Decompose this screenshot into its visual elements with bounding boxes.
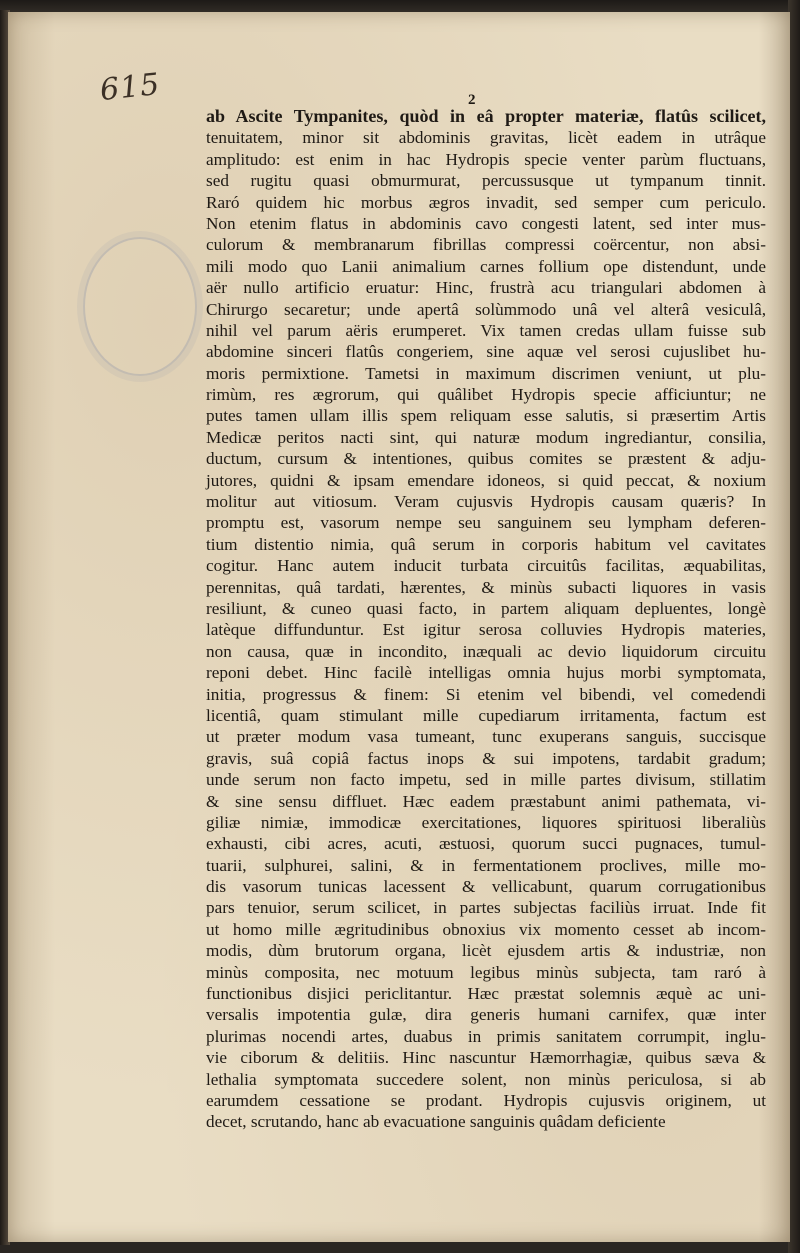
text-line: reponi debet. Hinc facilè intelligas omnia hujus morbi symptomata, — [206, 663, 766, 683]
text-line: cogitur. Hanc autem inducit turbata circuitûs facilitas, æquabilitas, — [206, 556, 766, 576]
text-line: tenuitatem, minor sit abdominis gravitas, licèt eadem in utrâque — [206, 128, 766, 148]
text-line: decet, scrutando, hanc ab evacuatione sanguinis quâdam deficiente — [206, 1112, 666, 1132]
text-line: Raró quidem hic morbus ægros invadit, sed semper cum periculo. — [206, 192, 766, 212]
text-line: gravis, suâ copiâ factus inops & sui impotens, tardabit gradum; — [206, 748, 766, 768]
text-line: sed rugitu quasi obmurmurat, percussusque ut tympanum tinnit. — [206, 171, 766, 191]
text-line: ab Ascite Tympanites, quòd in eâ propter materiæ, flatûs scilicet, — [206, 106, 766, 126]
text-line: ductum, cursum & intentiones, quibus comites se præstent & adju- — [206, 449, 766, 469]
text-line: culorum & membranarum fibrillas compressi coërcentur, non absi- — [206, 235, 766, 255]
page-number: 2 — [468, 92, 476, 108]
text-line: Chirurgo secaretur; unde apertâ solùmmodo unâ vel alterâ vesiculâ, — [206, 299, 766, 319]
text-line: earumdem cessatione se prodant. Hydropis cujusvis originem, ut — [206, 1090, 766, 1110]
text-line: pars tenuior, serum scilicet, in partes subjectas faciliùs irruat. Inde fit — [206, 898, 766, 918]
text-line: perennitas, quâ tardati, hærentes, & minùs subacti liquores in vasis — [206, 577, 766, 597]
text-line: exhausti, cibi acres, acuti, æstuosi, quorum succi pugnaces, tumul- — [206, 834, 766, 854]
text-line: unde serum non facto impetu, sed in mille partes divisum, stillatim — [206, 770, 766, 790]
text-line: plurimas nocendi artes, duabus in primis sanitatem corrumpit, inglu- — [206, 1026, 766, 1046]
text-line: tium distentio nimia, quâ serum in corporis habitum vel cavitates — [206, 534, 766, 554]
text-line: modis, dùm brutorum organa, licèt ejusdem artis & industriæ, non — [206, 941, 766, 961]
text-line: Non etenim flatus in abdominis cavo congesti latent, sed inter mus- — [206, 213, 766, 233]
text-line: jutores, quidni & ipsam emendare idoneos, si quid peccat, & noxium — [206, 470, 766, 490]
text-line: putes tamen ullam illis spem reliquam esse salutis, si præsertim Artis — [206, 406, 766, 426]
text-line: tuarii, sulphurei, salini, & in fermentationem proclives, mille mo- — [206, 855, 766, 875]
text-line: licentiâ, quam stimulant mille cupediarum irritamenta, factum est — [206, 705, 766, 725]
text-line: mili modo quo Lanii animalium carnes follium ope distendunt, unde — [206, 256, 766, 276]
text-line: initia, progressus & finem: Si etenim vel bibendi, vel comedendi — [206, 684, 766, 704]
text-line: & sine sensu diffluet. Hæc eadem præstabunt animi pathemata, vi- — [206, 791, 766, 811]
text-line: aër nullo artificio eruatur: Hinc, frustrà acu triangulari abdomen à — [206, 278, 766, 298]
text-line: latèque diffunduntur. Est igitur serosa colluvies Hydropis materies, — [206, 620, 766, 640]
text-line: versalis impotentia gulæ, dira generis humani carnifex, quæ inter — [206, 1005, 766, 1025]
text-line: lethalia symptomata succedere solent, non minùs periculosa, si ab — [206, 1069, 766, 1089]
text-line: abdomine sinceri flatûs congeriem, sine aquæ vel serosi cujuslibet hu- — [206, 342, 766, 362]
text-line: ut homo mille ægritudinibus obnoxius vix momento cesset ab incom- — [206, 919, 766, 939]
text-line: minùs composita, nec motuum legibus minùs subjecta, tam raró à — [206, 962, 766, 982]
text-line: rimùm, res ægrorum, qui quâlibet Hydropis specie afficiuntur; ne — [206, 385, 766, 405]
body-text — [206, 106, 766, 1133]
text-line: functionibus disjici periclitantur. Hæc præstat solemnis æquè ac uni- — [206, 984, 766, 1004]
text-line: molitur aut vitiosum. Veram cujusvis Hydropis causam quæris? In — [206, 492, 766, 512]
text-line: giliæ nimiæ, immodicæ exercitationes, liquores spirituosi liberaliùs — [206, 812, 766, 832]
text-line: resiliunt, & cuneo quasi facto, in partem aliquam depluentes, longè — [206, 598, 766, 618]
text-line: moris permixtione. Tametsi in maximum discrimen veniunt, ut plu- — [206, 363, 766, 383]
book-page — [8, 12, 790, 1242]
text-line: Medicæ peritos nacti sint, qui naturæ modum ingrediantur, consilia, — [206, 427, 766, 447]
text-line: nihil vel parum aëris erumperet. Vix tamen credas ullam fuisse sub — [206, 320, 766, 340]
text-line: dis vasorum tunicas lacessent & vellicabunt, quarum corrugationibus — [206, 877, 766, 897]
handwritten-folio-number: 615 — [98, 66, 162, 109]
text-line: amplitudo: est enim in hac Hydropis specie venter parùm fluctuans, — [206, 149, 766, 169]
text-line: ut præter modum vasa tumeant, tunc exuperans sanguis, succisque — [206, 727, 766, 747]
library-stamp — [83, 237, 197, 376]
text-line: vie ciborum & delitiis. Hinc nascuntur Hæmorrhagiæ, quibus sæva & — [206, 1048, 766, 1068]
text-line: promptu est, vasorum nempe seu sanguinem seu lympham deferen- — [206, 513, 766, 533]
text-line: non causa, quæ in incondito, inæquali ac devio liquidorum circuitu — [206, 641, 766, 661]
